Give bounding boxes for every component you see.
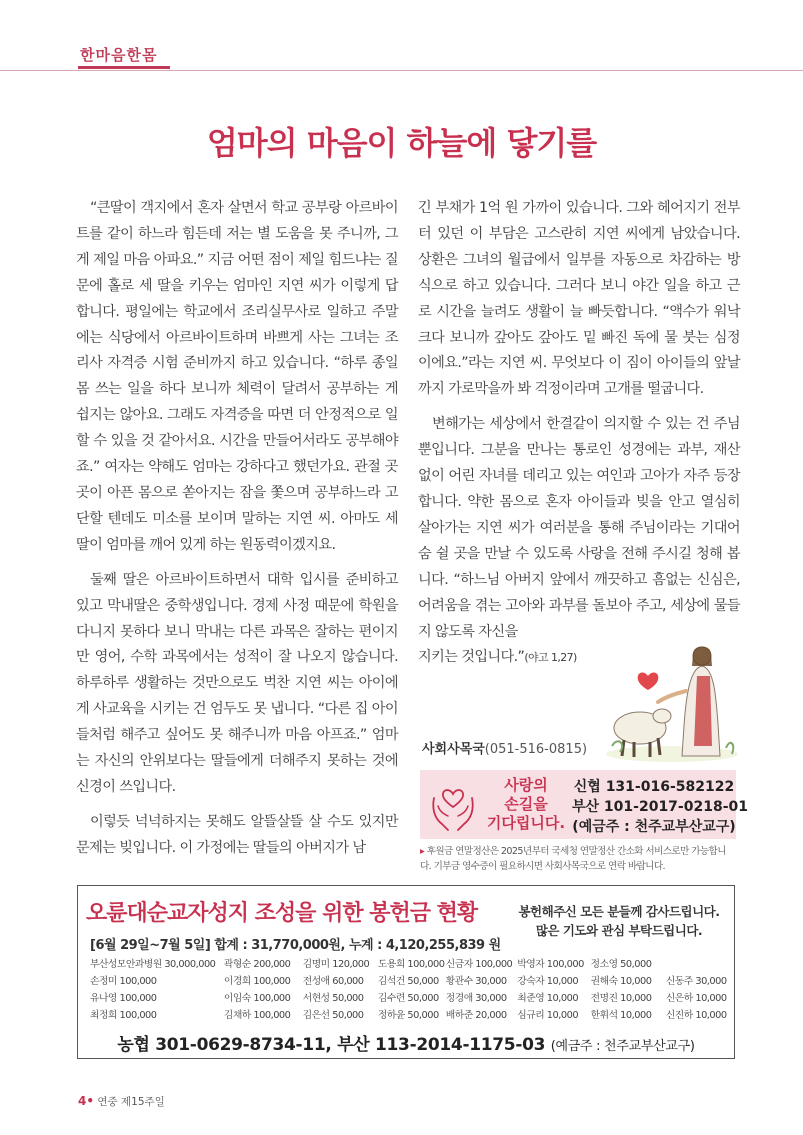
article-title: 엄마의 마음이 하늘에 닿기를 <box>206 124 597 162</box>
paragraph: 긴 부채가 1억 원 가까이 있습니다. 그와 헤어지기 전부터 있던 이 부담은 고스란히 지연 씨에게 남았습니다. 상환은 그녀의 월급에서 일부를 자동으로 차감하는 방식으로 하고 있습니다. 그러다 보니 야간 일을 하고 근로 시간을 늘려도 생활이 늘 빠듯합니다. “액수가 워낙 크다 보니까 갚아도 갚아도 밑 빠진 독에 물 붓는 심정이에요.”라는 지연 씨. 무엇보다 이 짐이 아이들의 앞날까지 가로막을까 봐 걱정이라며 고개를 떨굽니다. <box>418 200 740 398</box>
donation-accounts <box>572 777 748 837</box>
contact-phone: (051-516-0815) <box>484 742 588 757</box>
donor-entry: 도용희 100,000 <box>377 959 445 970</box>
donor-entry: 전명진 10,000 <box>590 993 652 1004</box>
donor-row <box>90 990 730 1007</box>
donor-list <box>90 956 730 1024</box>
donor-entry: 신동주 30,000 <box>665 976 727 987</box>
donation-slogan <box>482 776 570 833</box>
bank-holder: (예금주 : 천주교부산교구) <box>550 1039 695 1054</box>
donor-entry: 정경애 30,000 <box>445 993 507 1004</box>
donor-row <box>90 973 730 990</box>
offering-summary <box>90 934 501 953</box>
page-number: 4 <box>78 1094 87 1108</box>
footer-separator: • <box>86 1094 95 1108</box>
donor-entry: 김수련 50,000 <box>377 993 439 1004</box>
donor-entry: 배하준 20,000 <box>445 1010 507 1021</box>
donor-entry: 황관수 30,000 <box>445 976 507 987</box>
thanks-line: 많은 기도와 관심 부탁드립니다. <box>535 923 703 938</box>
donor-entry: 서현성 50,000 <box>302 993 364 1004</box>
slogan-line: 기다립니다. <box>486 814 566 832</box>
offering-bank-accounts <box>77 1030 735 1055</box>
donor-entry: 정소영 50,000 <box>590 959 652 970</box>
donor-entry: 곽형순 200,000 <box>223 959 291 970</box>
donor-entry: 박영자 100,000 <box>517 959 584 970</box>
paragraph: 이렇듯 넉넉하지는 못해도 알뜰살뜰 살 수도 있지만 문제는 빚입니다. 이 가정에는 딸들의 아버지가 남 <box>76 813 398 856</box>
offering-thanks <box>508 902 730 940</box>
note-bullet-icon: ▸ <box>420 846 425 857</box>
donor-entry: 심규리 10,000 <box>517 1010 579 1021</box>
donor-row <box>90 1007 730 1024</box>
verse-reference: (야고 1,27) <box>524 651 577 665</box>
donor-entry: 신은하 10,000 <box>665 993 727 1004</box>
donor-entry: 전성애 60,000 <box>302 976 364 987</box>
donor-entry: 최정희 100,000 <box>90 1010 157 1021</box>
donor-entry <box>666 956 730 973</box>
jesus-lamb-illustration <box>602 636 742 764</box>
offering-period: [6월 29일~7월 5일] <box>90 938 211 953</box>
hands-heart-icon <box>428 776 478 834</box>
paragraph: 둘째 딸은 아르바이트하면서 대학 입시를 준비하고 있고 막내딸은 중학생입니다. 경제 사정 때문에 학원을 다니지 못하다 보니 막내는 다른 과목은 잘하는 편이지만 영어, 수학 과목에서는 성적이 잘 나오지 않습니다. 하루하루 생활하는 것만으로도 벅찬 지연 씨는 아이에게 사교육을 시키는 건 엄두도 못 냅니다. “다른 집 아이들처럼 해주고 싶어도 못 해주니까 마음 아프죠.” 엄마는 자신의 안위보다는 딸들에게 더해주지 못하는 것에 신경이 쓰입니다. <box>76 571 398 795</box>
donor-entry: 정하윤 50,000 <box>377 1010 439 1021</box>
donor-entry: 한휘석 10,000 <box>590 1010 652 1021</box>
donor-entry: 김은선 50,000 <box>302 1010 364 1021</box>
account-holder: (예금주 : 천주교부산교구) <box>572 819 736 835</box>
section-label: 한마음한몸 <box>80 46 158 64</box>
article-column-right <box>418 196 740 671</box>
donor-row <box>90 956 730 973</box>
paragraph: “큰딸이 객지에서 혼자 살면서 학교 공부랑 아르바이트를 같이 하느라 힘든데 저는 별 도움을 못 주니까, 그게 제일 마음 아파요.” 지금 어떤 점이 제일 힘드냐는 질문에 홀로 세 딸을 키우는 엄마인 지연 씨가 이렇게 답합니다. 평일에는 학교에서 조리실무사로 일하고 주말에는 식당에서 아르바이트하며 바쁘게 사는 그녀는 조리사 자격증 시험 준비까지 하고 있습니다. “하루 종일 몸 쓰는 일을 하다 보니까 체력이 달려서 공부하는 게 쉽지는 않아요. 그래도 자격증을 따면 더 안정적으로 일할 수 있을 것 같아서요. 시간을 만들어서라도 공부해야죠.” 여자는 약해도 엄마는 강하다고 했던가요. 관절 곳곳이 아픈 몸으로 쏟아지는 잠을 쫓으며 공부하느라 고단할 텐데도 미소를 보이며 말하는 지연 씨. 아마도 세 딸이 엄마를 깨어 있게 하는 원동력이겠지요. <box>76 200 398 553</box>
paragraph-end-text: 지키는 것입니다.” <box>418 649 525 666</box>
paragraph: 변해가는 세상에서 한결같이 의지할 수 있는 건 주님뿐입니다. 그분을 만나는 통로인 성경에는 과부, 재산 없이 어린 자녀를 데리고 있는 여인과 고아가 자주 등장합니다. 약한 몸으로 혼자 아이들과 빚을 안고 열심히 살아가는 지연 씨가 여러분을 통해 주님이라는 기대어 숨 쉴 곳을 만날 수 있도록 사랑을 전해 주시길 청해 봅니다. “하느님 아버지 앞에서 깨끗하고 흠없는 신심은, 어려움을 겪는 고아와 과부를 돌보아 주고, 세상에 물들지 않도록 자신을 <box>418 416 740 640</box>
contact-info <box>422 738 587 757</box>
bank-accounts: 농협 301-0629-8734-11, 부산 113-2014-1175-03 <box>117 1035 546 1055</box>
donation-note <box>420 844 736 874</box>
contact-office: 사회사목국 <box>422 742 485 757</box>
account-line: 부산 101-2017-0218-01 <box>572 799 748 815</box>
donor-entry: 김채하 100,000 <box>223 1010 291 1021</box>
donor-entry: 최준영 10,000 <box>517 993 579 1004</box>
donor-entry: 신금자 100,000 <box>445 959 513 970</box>
donor-entry: 강숙자 10,000 <box>517 976 579 987</box>
donor-entry: 김석건 50,000 <box>377 976 439 987</box>
donor-entry: 이임숙 100,000 <box>223 993 291 1004</box>
thanks-line: 봉헌해주신 모든 분들께 감사드립니다. <box>518 904 720 919</box>
page-footer <box>78 1094 165 1109</box>
article-column-left <box>76 196 398 871</box>
donor-entry: 부산성모안과병원 30,000,000 <box>90 959 216 970</box>
donor-entry: 김명미 120,000 <box>302 959 370 970</box>
donor-entry: 이경희 100,000 <box>223 976 291 987</box>
offering-title: 오륜대순교자성지 조성을 위한 봉헌금 현황 <box>86 901 478 926</box>
donor-entry: 유나영 100,000 <box>90 993 157 1004</box>
donor-entry: 신진하 10,000 <box>665 1010 727 1021</box>
footer-text: 연중 제15주일 <box>97 1096 165 1108</box>
donor-entry: 손정미 100,000 <box>90 976 157 987</box>
section-underline <box>78 66 170 69</box>
donor-entry: 권해숙 10,000 <box>590 976 652 987</box>
slogan-line: 사랑의 <box>504 776 548 794</box>
header-rule <box>0 70 803 71</box>
slogan-line: 손길을 <box>504 795 548 813</box>
account-line: 신협 131-016-582122 <box>573 779 735 795</box>
donation-note-text: 후원금 연말정산은 2025년부터 국세청 연말정산 간소화 서비스로만 가능합니다. 기부금 영수증이 필요하시면 사회사목국으로 연락 바랍니다. <box>420 846 726 872</box>
offering-totals: 합계 : 31,770,000원, 누계 : 4,120,255,839 원 <box>214 938 501 953</box>
